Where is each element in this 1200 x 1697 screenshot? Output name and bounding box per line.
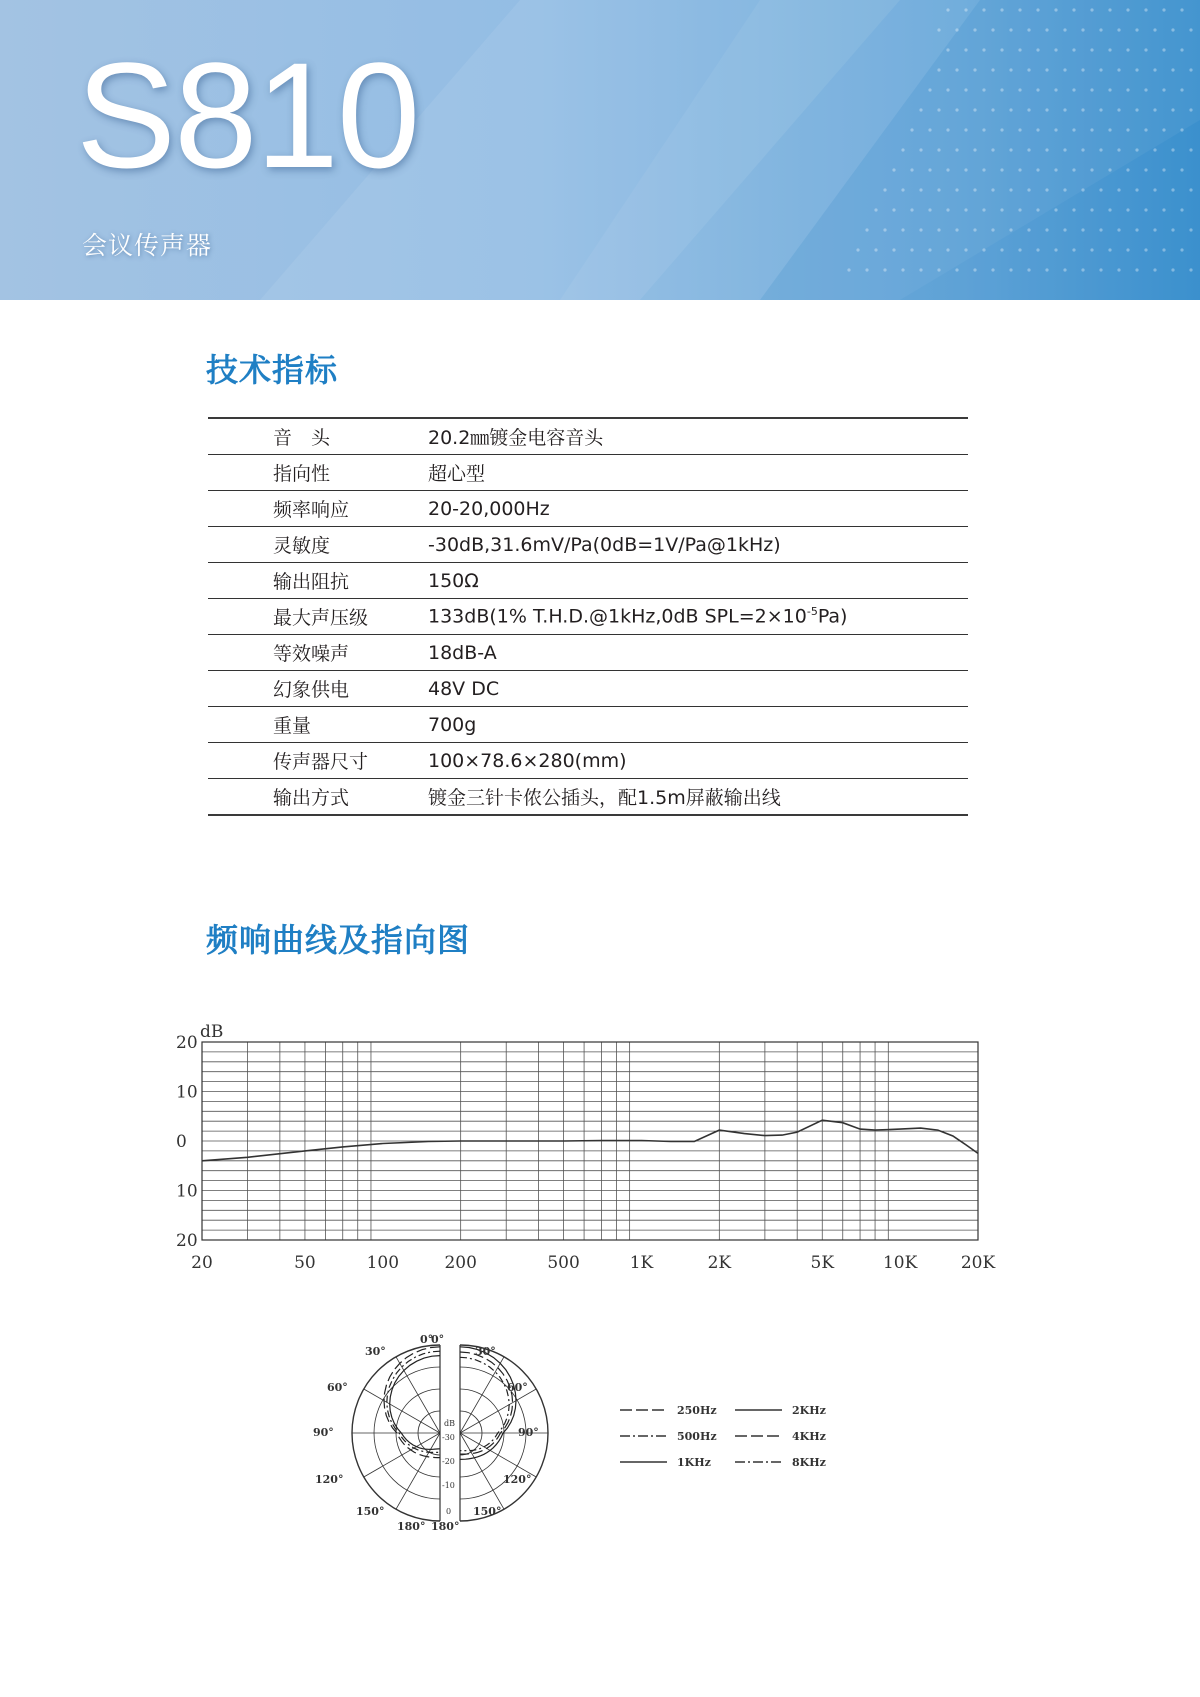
x-tick-label: 20 [191, 1253, 213, 1273]
spec-row [208, 455, 968, 491]
spec-value-unit: Pa) [817, 605, 848, 628]
polar-radial-label: 0 [446, 1507, 452, 1516]
spec-row [208, 418, 968, 455]
legend-label: 4KHz [792, 1430, 826, 1443]
spec-value: 48V DC [428, 671, 968, 707]
polar-angle-label: 180° [397, 1520, 426, 1533]
spec-label: 音 头 [208, 418, 428, 455]
y-tick-label: 20 [176, 1033, 198, 1053]
spec-value: -30dB,31.6mV/Pa(0dB=1V/Pa@1kHz) [428, 527, 968, 563]
header-banner [0, 0, 1200, 300]
legend-label: 2KHz [792, 1404, 826, 1417]
frequency-response-chart [160, 1010, 1000, 1300]
polar-radial-label: -10 [442, 1481, 455, 1490]
spec-label: 指向性 [208, 455, 428, 491]
spec-value: 700g [428, 707, 968, 743]
spec-label: 重量 [208, 707, 428, 743]
spec-value: 150Ω [428, 563, 968, 599]
polar-angle-label: 180° [431, 1520, 460, 1533]
spec-label: 灵敏度 [208, 527, 428, 563]
spec-row [208, 707, 968, 743]
polar-angle-label: 60° [327, 1381, 348, 1394]
spec-label: 等效噪声 [208, 635, 428, 671]
spec-label: 频率响应 [208, 491, 428, 527]
polar-spoke [364, 1389, 440, 1433]
polar-angle-label: 150° [473, 1505, 502, 1518]
polar-spoke [460, 1433, 536, 1477]
polar-radial-label: -30 [442, 1433, 455, 1442]
polar-spoke [460, 1433, 504, 1509]
y-axis-label: dB [200, 1022, 224, 1042]
polar-angle-label: 30° [475, 1345, 496, 1358]
legend-label: 250Hz [677, 1404, 717, 1417]
polar-angle-label: 0° [420, 1333, 434, 1346]
x-tick-label: 500 [547, 1253, 580, 1273]
x-tick-label: 50 [294, 1253, 316, 1273]
spec-value: 超心型 [428, 455, 968, 491]
polar-response-curve [390, 1356, 440, 1450]
frequency-response-line [202, 1120, 978, 1161]
spec-value-exponent: -5 [806, 605, 818, 619]
spec-row [208, 779, 968, 816]
curves-section-title: 频响曲线及指向图 [206, 921, 471, 959]
x-tick-label: 10K [882, 1253, 918, 1273]
x-tick-label: 1K [629, 1253, 654, 1273]
x-tick-label: 20K [960, 1253, 996, 1273]
specs-table [208, 417, 968, 816]
polar-angle-label: 150° [356, 1505, 385, 1518]
product-model: S810 [76, 31, 419, 199]
y-tick-label: 10 [176, 1181, 198, 1202]
x-tick-label: 200 [444, 1253, 477, 1273]
product-subtitle: 会议传声器 [82, 231, 213, 260]
spec-value-main: 133dB(1% T.H.D.@1kHz,0dB SPL=2×10 [428, 605, 807, 628]
polar-angle-label: 120° [503, 1473, 532, 1486]
spec-row [208, 671, 968, 707]
polar-angle-label: 30° [365, 1345, 386, 1358]
polar-angle-label: 60° [507, 1381, 528, 1394]
polar-angle-label: 120° [315, 1473, 344, 1486]
spec-label: 输出阻抗 [208, 563, 428, 599]
spec-row [208, 563, 968, 599]
spec-value: 镀金三针卡侬公插头，配1.5m屏蔽输出线 [428, 787, 781, 809]
spec-value: 18dB-A [428, 635, 968, 671]
y-tick-label: 0 [176, 1132, 187, 1152]
spec-label: 输出方式 [273, 787, 350, 809]
polar-response-curve [460, 1347, 516, 1460]
polar-angle-label: 0° [431, 1333, 445, 1346]
spec-row [208, 599, 968, 635]
spec-label: 传声器尺寸 [208, 743, 428, 779]
polar-angle-label: 90° [313, 1426, 334, 1439]
spec-value [428, 599, 968, 635]
polar-spoke [460, 1357, 504, 1433]
legend-label: 500Hz [677, 1430, 717, 1443]
y-tick-label: 20 [176, 1231, 198, 1251]
spec-row [208, 491, 968, 527]
spec-value: 100×78.6×280(mm) [428, 743, 968, 779]
x-tick-label: 100 [366, 1253, 400, 1273]
spec-row [208, 743, 968, 779]
polar-radial-label: -20 [442, 1457, 455, 1466]
polar-pattern-chart [313, 1330, 575, 1555]
legend-label: 8KHz [792, 1456, 826, 1469]
polar-spoke [396, 1357, 440, 1433]
specs-section-title: 技术指标 [206, 351, 339, 389]
polar-radial-label: dB [444, 1419, 455, 1428]
x-tick-label: 2K [707, 1253, 732, 1273]
spec-value: 20.2㎜镀金电容音头 [428, 418, 968, 455]
x-tick-label: 5K [810, 1253, 835, 1273]
spec-value: 20-20,000Hz [428, 491, 968, 527]
spec-label: 最大声压级 [208, 599, 428, 635]
polar-spoke [396, 1433, 440, 1509]
spec-row [208, 527, 968, 563]
polar-legend [615, 1400, 855, 1480]
y-tick-label: 10 [176, 1082, 198, 1103]
polar-angle-label: 90° [518, 1426, 539, 1439]
polar-spoke [364, 1433, 440, 1477]
legend-label: 1KHz [677, 1456, 711, 1469]
spec-row [208, 635, 968, 671]
spec-label: 幻象供电 [208, 671, 428, 707]
